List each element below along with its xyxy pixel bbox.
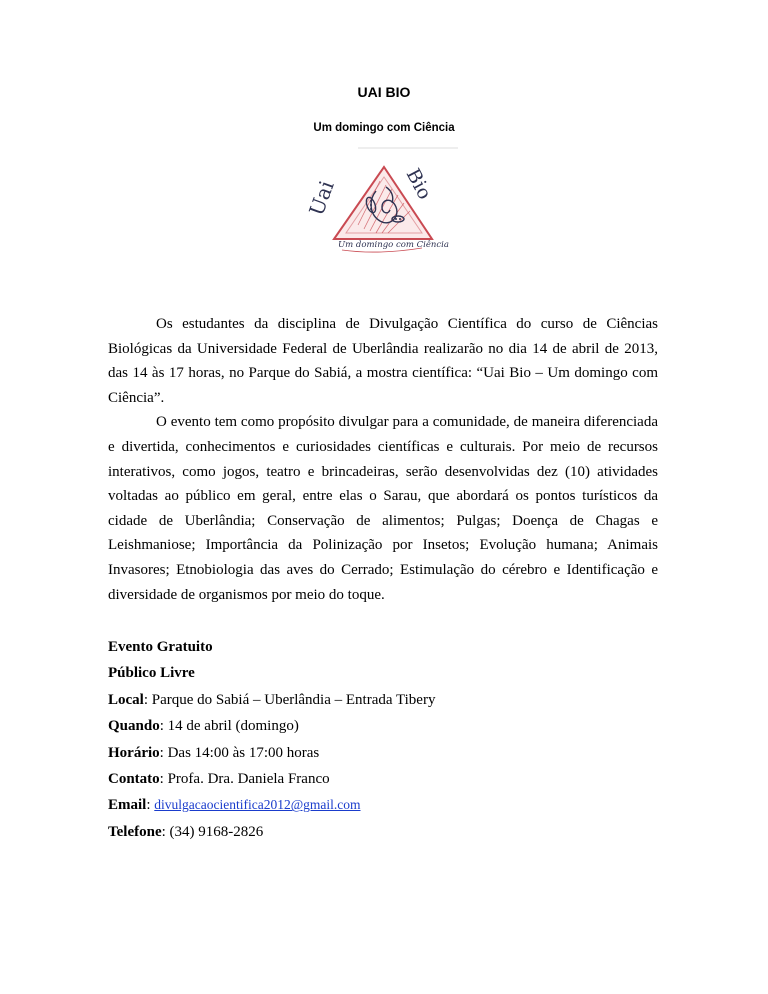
when-label: Quando <box>108 718 160 735</box>
contact-line: Contato: Profa. Dra. Daniela Franco <box>108 770 330 787</box>
email-label: Email <box>108 797 147 814</box>
uai-bio-logo <box>304 147 460 259</box>
document-title: UAI BIO <box>357 84 411 100</box>
free-event-line: Evento Gratuito <box>108 639 213 655</box>
local-label: Local <box>108 691 144 708</box>
phone-value: (34) 9168-2826 <box>169 823 264 840</box>
event-info <box>108 634 435 845</box>
phone-label: Telefone <box>108 823 162 840</box>
email-link[interactable]: divulgacaocientifica2012@gmail.com <box>154 797 361 813</box>
logo-word-left: Uai <box>304 177 339 219</box>
phone-line: Telefone: (34) 9168-2826 <box>108 823 264 840</box>
local-line: Local: Parque do Sabiá – Uberlândia – Entrada Tibery <box>108 691 436 708</box>
paragraph-purpose: O evento tem como propósito divulgar para a comunidade, de maneira diferenciada e divertida, conhecimentos e curiosidades científicas e culturais. Por meio de recursos interativos, como jogos, teatro e brincadeiras, serão desenvolvidas dez (10) atividades voltadas ao público em geral, entre elas o Sarau, que abordará os pontos turísticos da cidade de Uberlândia; Conservação de alimentos; Pulgas; Doença de Chagas e Leishmaniose; Importância da Polinização por Insetos; Evolução humana; Animais Invasores; Etnobiologia das aves do Cerrado; Estimulação do cérebro e Identificação e diversidade de organismos por meio do toque. <box>108 414 658 603</box>
email-line: Email: divulgacaocientifica2012@gmail.com <box>108 797 361 814</box>
when-value: 14 de abril (domingo) <box>167 718 299 735</box>
time-value: Das 14:00 às 17:00 horas <box>167 744 320 761</box>
document-subtitle: Um domingo com Ciência <box>313 122 455 134</box>
contact-value: Profa. Dra. Daniela Franco <box>167 770 330 787</box>
logo-word-right: Bio <box>401 165 436 204</box>
when-line: Quando: 14 de abril (domingo) <box>108 718 299 735</box>
paragraph-intro: Os estudantes da disciplina de Divulgação Científica do curso de Ciências Biológicas da Universidade Federal de Uberlândia realizarão no dia 14 de abril de 2013, das 14 às 17 horas, no Parque do Sabiá, a mostra científica: “Uai Bio – Um domingo com Ciência”. <box>108 316 658 406</box>
audience-line: Público Livre <box>108 665 195 682</box>
time-line: Horário: Das 14:00 às 17:00 horas <box>108 744 320 761</box>
time-label: Horário <box>108 744 160 761</box>
contact-label: Contato <box>108 770 160 787</box>
body-text <box>108 312 658 607</box>
logo-tagline: Um domingo com Ciência <box>338 240 449 250</box>
local-value: Parque do Sabiá – Uberlândia – Entrada Tibery <box>151 691 436 708</box>
